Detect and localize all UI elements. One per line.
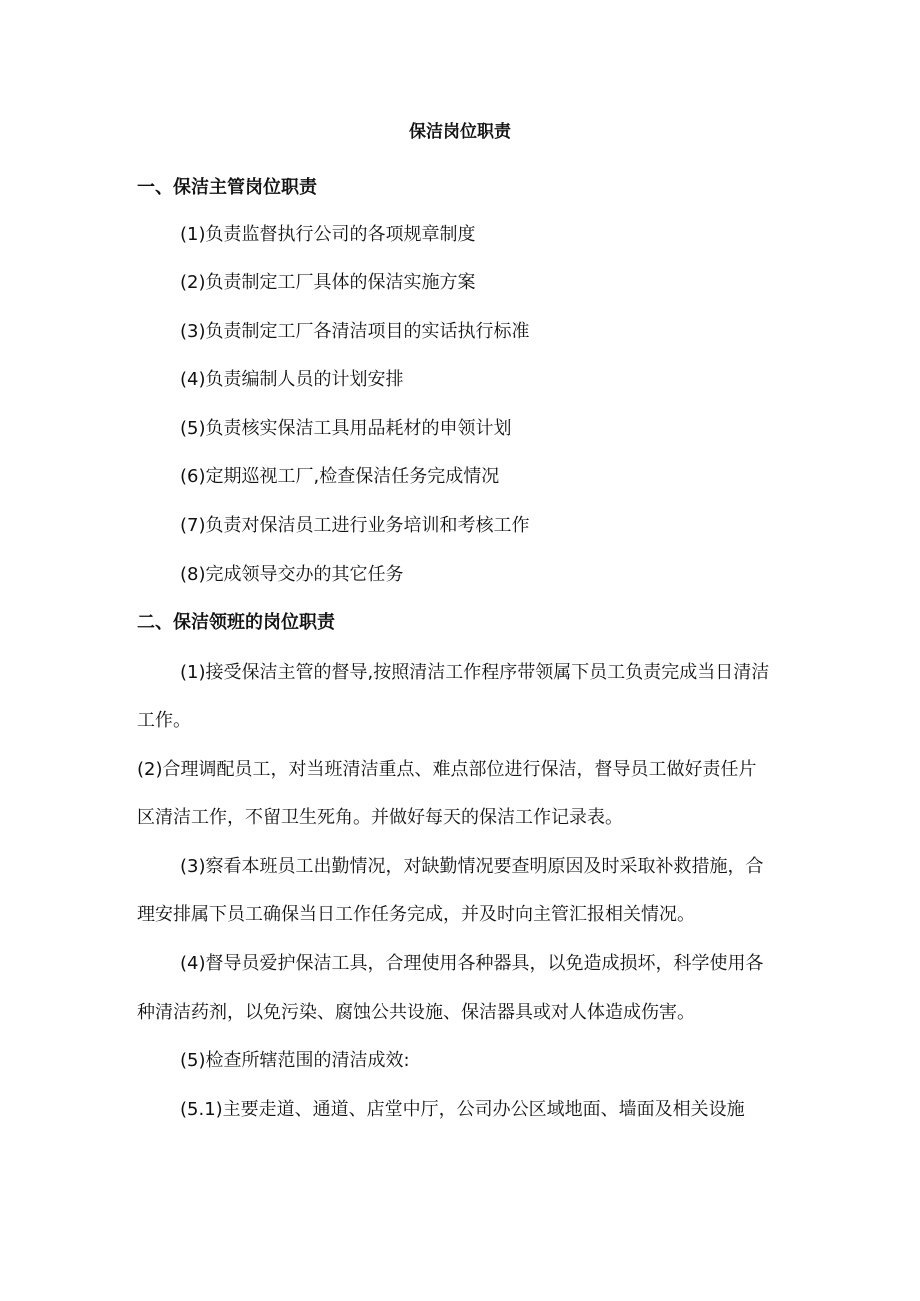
section-2-p3-line-2: 理安排属下员工确保当日工作任务完成，并及时向主管汇报相关情况。	[137, 904, 695, 925]
section-1-item-5: (5)负责核实保洁工具用品耗材的申领计划	[180, 418, 512, 439]
page-title: 保洁岗位职责	[409, 122, 511, 142]
section-1-item-6: (6)定期巡视工厂,检查保洁任务完成情况	[180, 466, 500, 487]
section-1-item-8: (8)完成领导交办的其它任务	[180, 564, 404, 585]
section-1-item-4: (4)负责编制人员的计划安排	[180, 369, 404, 390]
section-2-p2-line-2: 区清洁工作，不留卫生死角。并做好每天的保洁工作记录表。	[137, 807, 623, 828]
section-2-p4-line-1: (4)督导员爱护保洁工具，合理使用各种器具，以免造成损坏，科学使用各	[180, 953, 764, 974]
section-2-p5: (5)检查所辖范围的清洁成效:	[180, 1050, 410, 1071]
section-2-p5-1: (5.1)主要走道、通道、店堂中厅，公司办公区域地面、墙面及相关设施	[180, 1099, 745, 1120]
section-1-item-3: (3)负责制定工厂各清洁项目的实话执行标准	[180, 321, 530, 342]
section-2-p3-line-1: (3)察看本班员工出勤情况，对缺勤情况要查明原因及时采取补救措施，合	[180, 856, 764, 877]
section-1-heading: 一、保洁主管岗位职责	[137, 177, 317, 198]
section-1-item-7: (7)负责对保洁员工进行业务培训和考核工作	[180, 515, 530, 536]
section-2-p2-line-1: (2)合理调配员工，对当班清洁重点、难点部位进行保洁，督导员工做好责任片	[137, 759, 757, 780]
section-1-item-1: (1)负责监督执行公司的各项规章制度	[180, 224, 476, 245]
section-2-p4-line-2: 种清洁药剂，以免污染、腐蚀公共设施、保洁器具或对人体造成伤害。	[137, 1002, 695, 1023]
section-2-p1-line-2: 工作。	[137, 710, 191, 731]
section-2-heading: 二、保洁领班的岗位职责	[137, 612, 335, 633]
section-2-p1-line-1: (1)接受保洁主管的督导,按照清洁工作程序带领属下员工负责完成当日清洁	[180, 662, 770, 683]
section-1-item-2: (2)负责制定工厂具体的保洁实施方案	[180, 272, 476, 293]
